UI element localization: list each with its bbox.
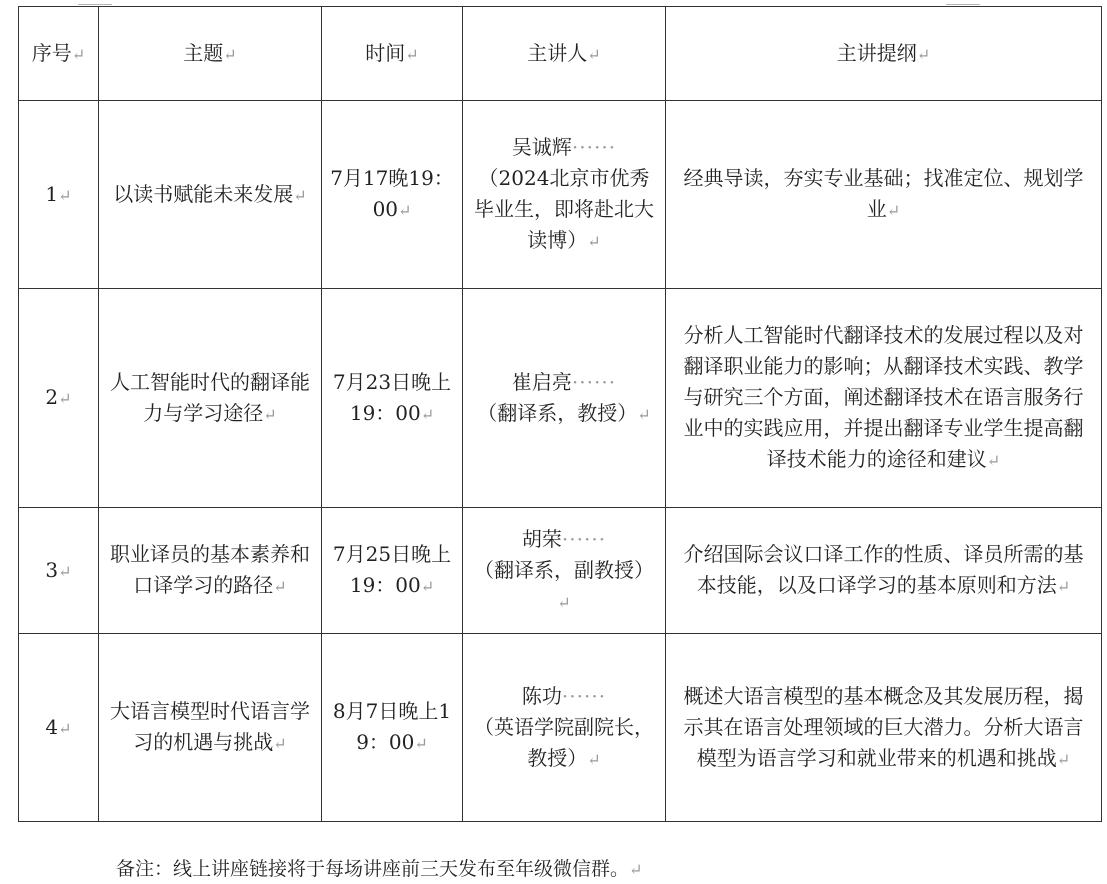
speaker-title: （2024北京市优秀毕业生，即将赴北大读博）	[474, 166, 654, 252]
speaker-name: 陈功	[521, 683, 562, 708]
cell-topic: 大语言模型时代语言学习的机遇与挑战↵	[99, 634, 322, 822]
header-cell-number: 序号↵	[19, 7, 99, 101]
leader-dots: ······	[571, 135, 617, 159]
footnote: 备注：线上讲座链接将于每场讲座前三天发布至年级微信群。↵	[116, 858, 643, 880]
header-cell-time: 时间↵	[322, 7, 463, 101]
leader-dots: ······	[561, 526, 607, 551]
cell-outline: 概述大语言模型的基本概念及其发展历程，揭示其在语言处理领域的巨大潜力。分析大语言模型为语言学习和就业带来的机遇和挑战↵	[666, 634, 1102, 822]
cell-speaker: 吴诚辉······ （2024北京市优秀毕业生，即将赴北大读博）↵	[463, 101, 666, 289]
speaker-name: 崔启亮	[511, 369, 572, 394]
table-row	[19, 634, 1102, 822]
cell-topic: 以读书赋能未来发展↵	[99, 101, 322, 289]
cell-outline: 分析人工智能时代翻译技术的发展过程以及对翻译职业能力的影响；从翻译技术实践、教学与研究三个方面，阐述翻译技术在语言服务行业中的实践应用，并提出翻译专业学生提高翻译技术能力的途径和建议↵	[666, 289, 1102, 508]
table-header-row	[19, 7, 1102, 101]
cell-time: 7月17晚19：00↵	[322, 101, 463, 289]
cell-number: 4↵	[19, 634, 99, 822]
cell-number: 2↵	[19, 289, 99, 508]
cell-outline: 介绍国际会议口译工作的性质、译员所需的基本技能，以及口译学习的基本原则和方法↵	[666, 508, 1102, 634]
margin-mark	[78, 0, 112, 5]
cell-outline: 经典导读，夯实专业基础；找准定位、规划学业↵	[666, 101, 1102, 289]
speaker-name: 吴诚辉	[511, 135, 572, 159]
header-cell-topic: 主题↵	[99, 7, 322, 101]
speaker-name: 胡荣	[521, 526, 562, 551]
speaker-title: （翻译系，教授）	[477, 400, 638, 425]
cell-time: 7月25日晚上19：00↵	[322, 508, 463, 634]
cell-topic: 人工智能时代的翻译能力与学习途径↵	[99, 289, 322, 508]
table-row	[19, 289, 1102, 508]
speaker-title: （英语学院副院长，教授）	[474, 714, 654, 770]
cell-time: 8月7日晚上19：00↵	[322, 634, 463, 822]
cell-speaker: 胡荣······ （翻译系，副教授）↵	[463, 508, 666, 634]
header-cell-outline: 主讲提纲↵	[666, 7, 1102, 101]
table-row	[19, 508, 1102, 634]
cell-speaker: 崔启亮······ （翻译系，教授）↵	[463, 289, 666, 508]
cell-number: 1↵	[19, 101, 99, 289]
table-row	[19, 101, 1102, 289]
cell-speaker: 陈功······ （英语学院副院长，教授）↵	[463, 634, 666, 822]
leader-dots: ······	[561, 683, 607, 708]
header-cell-speaker: 主讲人↵	[463, 7, 666, 101]
lecture-schedule-table	[18, 6, 1102, 822]
margin-mark	[946, 0, 980, 5]
cell-time: 7月23日晚上19：00↵	[322, 289, 463, 508]
speaker-title: （翻译系，副教授）	[474, 557, 654, 582]
leader-dots: ······	[571, 369, 617, 394]
cell-topic: 职业译员的基本素养和口译学习的路径↵	[99, 508, 322, 634]
cell-number: 3↵	[19, 508, 99, 634]
